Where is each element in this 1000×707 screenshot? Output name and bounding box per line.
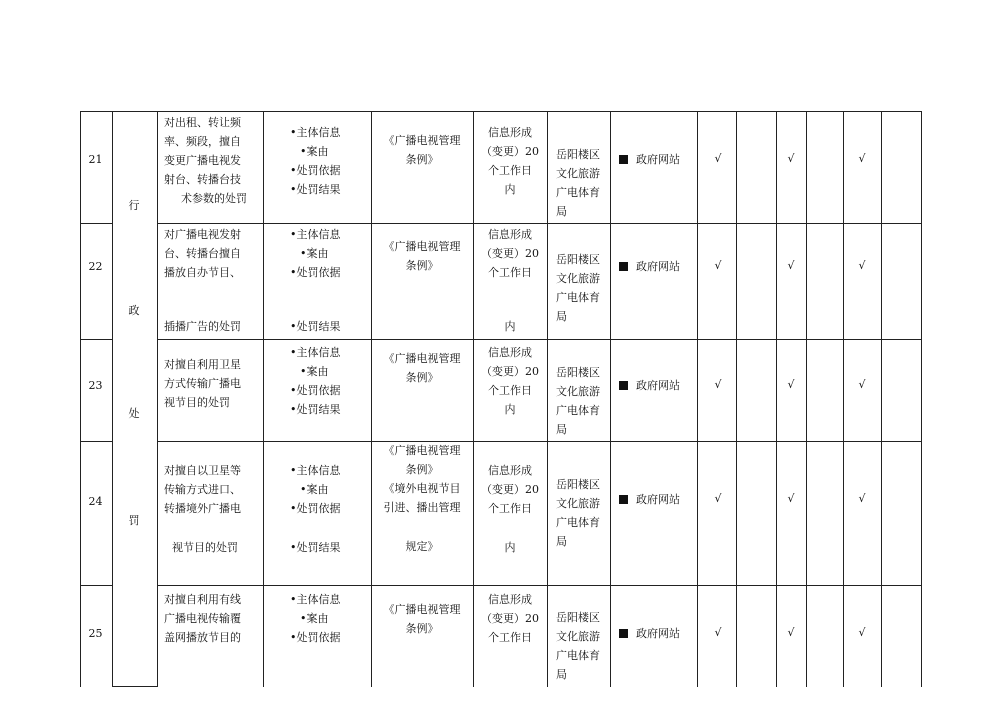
time-limit: 信息形成 （变更）20 个工作日 [481, 593, 539, 644]
channel: 政府网站 [619, 376, 699, 395]
agency: 岳阳楼区 文化旅游 广电体育 局 [556, 478, 600, 548]
check-mark: √ [858, 378, 866, 391]
check-mark: √ [714, 626, 722, 639]
channel: 政府网站 [619, 490, 699, 509]
filled-square-icon [619, 155, 628, 164]
check-mark: √ [714, 492, 722, 505]
disclosure-content: •主体信息 •案由 •处罚依据 •处罚结果 [290, 346, 341, 416]
check-mark: √ [858, 626, 866, 639]
agency: 岳阳楼区 文化旅游 广电体育 局 [556, 253, 600, 323]
check-mark: √ [858, 259, 866, 272]
agency: 岳阳楼区 文化旅游 广电体育 局 [556, 148, 600, 218]
channel: 政府网站 [619, 257, 699, 276]
check-mark: √ [858, 492, 866, 505]
item-name: 对擅自利用有线 广播电视传输覆 盖网播放节目的 [164, 593, 241, 644]
disclosure-content: •主体信息 •案由 •处罚依据 •处罚结果 [290, 464, 341, 554]
filled-square-icon [619, 629, 628, 638]
check-mark: √ [787, 492, 795, 505]
category-char: 行 [128, 199, 140, 212]
disclosure-content: •主体信息 •案由 •处罚依据 •处罚结果 [290, 126, 341, 196]
row-number: 23 [88, 379, 103, 392]
check-mark: √ [787, 626, 795, 639]
item-name: 对擅自利用卫星 方式传输广播电 视节目的处罚 [164, 358, 241, 409]
legal-basis: 《广播电视管理 条例》 《境外电视节目 引进、播出管理 规定》 [383, 444, 461, 553]
check-mark: √ [714, 152, 722, 165]
filled-square-icon [619, 262, 628, 271]
check-mark: √ [787, 152, 795, 165]
legal-basis: 《广播电视管理 条例》 [383, 134, 461, 166]
filled-square-icon [619, 381, 628, 390]
time-limit: 信息形成 （变更）20 个工作日 内 [481, 464, 539, 554]
legal-basis: 《广播电视管理 条例》 [383, 603, 461, 635]
check-mark: √ [787, 259, 795, 272]
check-mark: √ [858, 152, 866, 165]
row-number: 21 [88, 153, 103, 166]
channel: 政府网站 [619, 150, 699, 169]
agency: 岳阳楼区 文化旅游 广电体育 局 [556, 366, 600, 436]
item-name: 对广播电视发射 台、转播台擅自 播放自办节目、 插播广告的处罚 [164, 228, 241, 333]
check-mark: √ [714, 259, 722, 272]
filled-square-icon [619, 495, 628, 504]
legal-basis: 《广播电视管理 条例》 [383, 240, 461, 272]
disclosure-content: •主体信息 •案由 •处罚依据 [290, 593, 341, 644]
row-number: 25 [88, 627, 103, 640]
category-char: 处 [128, 407, 140, 420]
row-number: 22 [88, 260, 103, 273]
time-limit: 信息形成 （变更）20 个工作日 内 [481, 126, 539, 196]
time-limit: 信息形成 （变更）20 个工作日 内 [481, 346, 539, 416]
agency: 岳阳楼区 文化旅游 广电体育 局 [556, 611, 600, 681]
check-mark: √ [787, 378, 795, 391]
legal-basis: 《广播电视管理 条例》 [383, 352, 461, 384]
check-mark: √ [714, 378, 722, 391]
category-char: 政 [128, 304, 140, 317]
item-name: 对擅自以卫星等 传输方式进口、 转播境外广播电 视节目的处罚 [164, 464, 241, 554]
item-name: 对出租、转让频 率、频段，擅自 变更广播电视发 射台、转播台技 术参数的处罚 [164, 116, 247, 205]
channel: 政府网站 [619, 624, 699, 643]
row-number: 24 [88, 495, 103, 508]
category-char: 罚 [128, 514, 140, 527]
disclosure-content: •主体信息 •案由 •处罚依据 •处罚结果 [290, 228, 341, 333]
time-limit: 信息形成 （变更）20 个工作日 内 [481, 228, 539, 333]
